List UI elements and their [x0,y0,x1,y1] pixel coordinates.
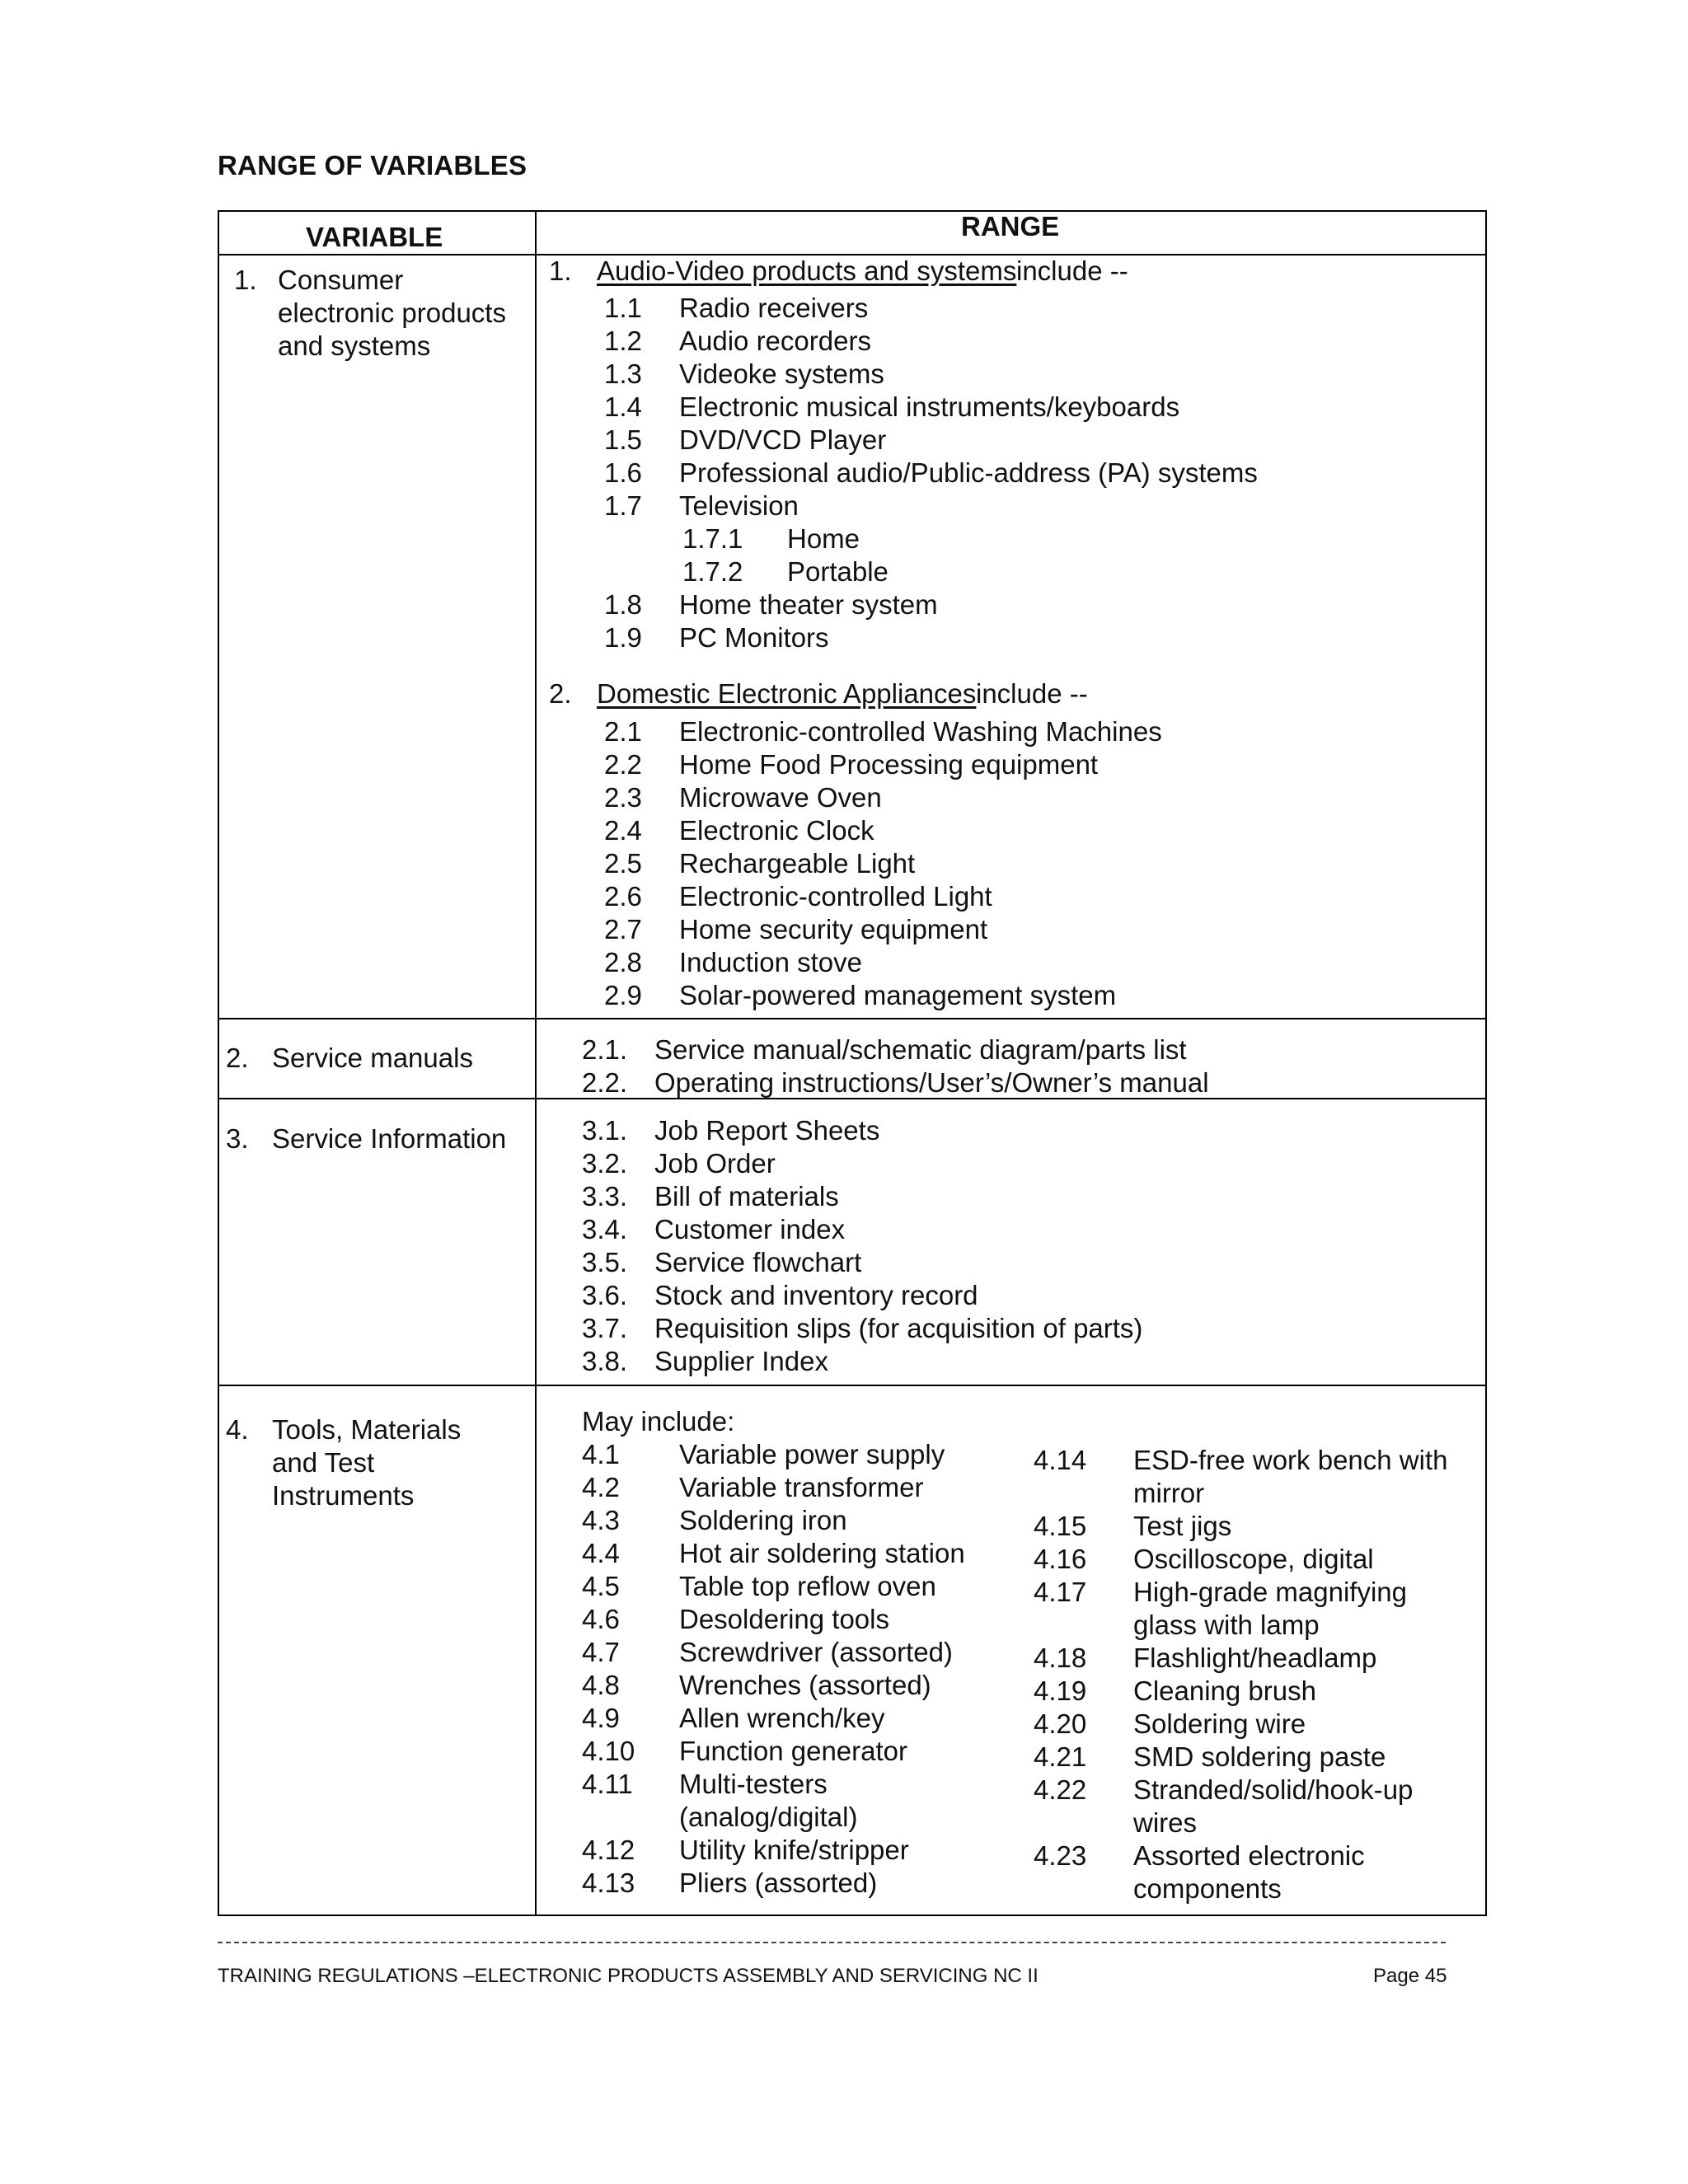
variable-label: Instruments [272,1480,415,1511]
variable-label: Tools, Materials [272,1414,462,1445]
list-item: Home security equipment [679,914,988,944]
list-item: Radio receivers [679,293,869,323]
list-item-number: 4.23 [1034,1840,1087,1871]
list-item: Soldering iron [679,1505,847,1535]
list-item-number: 2.8 [604,947,642,977]
list-item-continued: mirror [1133,1478,1205,1508]
footer-page-number: Page 45 [1373,1965,1447,1987]
list-item-continued: glass with lamp [1133,1610,1320,1640]
list-item-number: 4.14 [1034,1445,1087,1475]
list-item: Microwave Oven [679,782,882,813]
list-item: Allen wrench/key [679,1703,885,1733]
list-item: Assorted electronic [1133,1840,1365,1871]
list-item-continued: wires [1133,1807,1198,1838]
list-item-number: 2.6 [604,881,642,912]
list-item: Audio recorders [679,326,871,356]
list-item: Job Report Sheets [654,1115,880,1146]
column-divider [535,210,537,1916]
list-item-number: 1.6 [604,457,642,488]
list-item: Home theater system [679,589,938,620]
list-item: Electronic musical instruments/keyboards [679,391,1180,422]
table-border-right [1485,210,1487,1916]
list-item: Home Food Processing equipment [679,749,1099,780]
variable-label: and systems [278,330,431,361]
list-item-number: 4.7 [582,1637,620,1667]
list-item-number: 3.7. [582,1313,628,1343]
list-item: High-grade magnifying [1133,1577,1408,1607]
section-heading: Domestic Electronic Appliances [597,678,977,709]
list-item-number: 2.1 [604,716,642,747]
list-item: Oscilloscope, digital [1133,1544,1374,1574]
list-item-number: 1.7 [604,490,642,521]
list-item-number: 4.16 [1034,1544,1087,1574]
list-item-number: 1.3 [604,359,642,389]
list-item: Utility knife/stripper [679,1835,909,1865]
list-item-number: 2.2 [604,749,642,780]
list-item-number: 4.2 [582,1472,620,1502]
list-item: Operating instructions/User’s/Owner’s manual [654,1067,1209,1098]
variable-number: 1. [234,265,257,295]
header-variable: VARIABLE [306,222,443,252]
list-item-number: 3.5. [582,1247,628,1277]
row-divider-3 [218,1385,1487,1386]
list-item: DVD/VCD Player [679,424,887,455]
list-item: Pliers (assorted) [679,1868,878,1898]
list-item: Screwdriver (assorted) [679,1637,953,1667]
list-item-number: 4.11 [582,1769,633,1799]
list-item-number: 4.6 [582,1604,620,1634]
list-item-number: 3.6. [582,1280,628,1310]
list-item-number: 4.3 [582,1505,620,1535]
list-item-number: 4.9 [582,1703,620,1733]
list-item: Hot air soldering station [679,1538,965,1568]
list-item: Desoldering tools [679,1604,889,1634]
list-item-number: 1.7.1 [682,523,743,554]
variable-number: 3. [226,1123,249,1154]
list-item: Electronic Clock [679,815,874,846]
list-item-continued: (analog/digital) [679,1802,858,1832]
list-item-number: 4.22 [1034,1774,1087,1805]
variable-label: Consumer [278,265,404,295]
list-item-number: 3.4. [582,1214,628,1244]
list-item-number: 4.13 [582,1868,635,1898]
list-item: Wrenches (assorted) [679,1670,931,1700]
range-of-variables-table [218,210,1487,1916]
row-divider-1 [218,1018,1487,1019]
list-item: Supplier Index [654,1346,828,1376]
list-item: Table top reflow oven [679,1571,936,1601]
list-item: Test jigs [1133,1511,1232,1541]
footer-document-title: TRAINING REGULATIONS –ELECTRONIC PRODUCTS ASSEMBLY AND SERVICING NC II [218,1965,1039,1987]
list-item-number: 4.19 [1034,1675,1087,1706]
section-number: 1. [549,255,572,286]
list-item: Electronic-controlled Washing Machines [679,716,1162,747]
section-heading-suffix: include -- [976,678,1088,709]
list-item-number: 4.1 [582,1439,620,1469]
list-item: Service flowchart [654,1247,862,1277]
variable-label: Service Information [272,1123,507,1154]
section-heading-suffix: include -- [1016,255,1128,286]
list-item: Stock and inventory record [654,1280,978,1310]
list-item-number: 4.4 [582,1538,620,1568]
list-item: Electronic-controlled Light [679,881,992,912]
list-item: Induction stove [679,947,862,977]
list-item-number: 2.7 [604,914,642,944]
list-item-number: 4.10 [582,1736,635,1766]
list-item: Stranded/solid/hook-up [1133,1774,1414,1805]
list-item-number: 4.20 [1034,1708,1087,1739]
list-item-number: 1.4 [604,391,642,422]
footer-rule [218,1942,1446,1943]
list-item: Rechargeable Light [679,848,916,879]
list-item-number: 2.1. [582,1034,628,1065]
list-item: Variable power supply [679,1439,945,1469]
list-item: PC Monitors [679,622,829,653]
list-item: Flashlight/headlamp [1133,1643,1377,1673]
page-title: RANGE OF VARIABLES [218,150,528,180]
list-item-number: 2.4 [604,815,642,846]
list-item-number: 2.5 [604,848,642,879]
list-item-number: 3.2. [582,1148,628,1179]
list-item-number: 4.21 [1034,1741,1087,1772]
list-item-number: 3.3. [582,1181,628,1212]
list-item: ESD-free work bench with [1133,1445,1448,1475]
variable-label: Service manuals [272,1043,473,1073]
list-item: Multi-testers [679,1769,828,1799]
list-item: SMD soldering paste [1133,1741,1386,1772]
list-item: Solar-powered management system [679,980,1117,1010]
table-border-top [218,210,1487,212]
list-item-number: 3.1. [582,1115,628,1146]
section-heading: Audio-Video products and systems [597,255,1017,286]
list-item: Soldering wire [1133,1708,1306,1739]
table-border-left [218,210,219,1916]
list-item-number: 4.5 [582,1571,620,1601]
variable-number: 2. [226,1043,249,1073]
list-item-number: 4.17 [1034,1577,1087,1607]
list-item-number: 4.12 [582,1835,635,1865]
list-item: Requisition slips (for acquisition of parts) [654,1313,1143,1343]
list-item: Bill of materials [654,1181,839,1212]
list-item: Portable [787,556,889,587]
list-item-number: 3.8. [582,1346,628,1376]
table-border-bottom [218,1915,1487,1916]
list-item-number: 4.8 [582,1670,620,1700]
list-item-number: 1.2 [604,326,642,356]
section-number: 2. [549,678,572,709]
list-item-number: 2.3 [604,782,642,813]
list-item-number: 4.18 [1034,1643,1087,1673]
header-range: RANGE [961,211,1060,241]
list-item: Home [787,523,860,554]
list-item: Job Order [654,1148,776,1179]
list-item-number: 4.15 [1034,1511,1087,1541]
list-item-number: 1.5 [604,424,642,455]
list-item-continued: components [1133,1873,1282,1904]
list-item: Professional audio/Public-address (PA) systems [679,457,1258,488]
list-item-number: 1.8 [604,589,642,620]
list-item-number: 1.7.2 [682,556,743,587]
list-item-number: 1.1 [604,293,642,323]
list-item-number: 2.2. [582,1067,628,1098]
list-item: Customer index [654,1214,846,1244]
list-item: Videoke systems [679,359,884,389]
list-intro: May include: [582,1406,735,1436]
list-item: Cleaning brush [1133,1675,1316,1706]
list-item: Television [679,490,799,521]
list-item-number: 2.9 [604,980,642,1010]
variable-number: 4. [226,1414,249,1445]
list-item: Variable transformer [679,1472,924,1502]
list-item: Function generator [679,1736,908,1766]
variable-label: electronic products [278,298,506,328]
list-item-number: 1.9 [604,622,642,653]
list-item: Service manual/schematic diagram/parts list [654,1034,1187,1065]
variable-label: and Test [272,1447,375,1478]
